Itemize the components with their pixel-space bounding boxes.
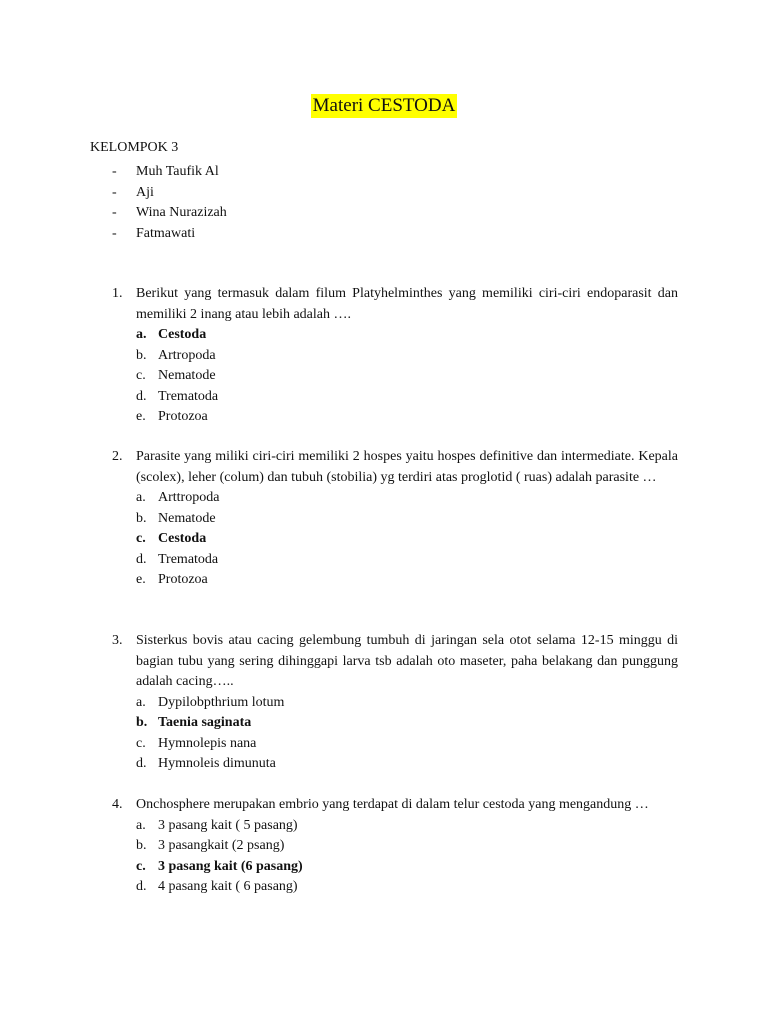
option-letter: c. (136, 858, 146, 874)
member-bullet: - (112, 205, 117, 220)
group-label: KELOMPOK 3 (90, 140, 179, 155)
option-text: Protozoa (158, 572, 208, 587)
option (136, 754, 678, 775)
option-text: Protozoa (158, 409, 208, 424)
option-letter: e. (136, 572, 146, 587)
option-letter: c. (136, 735, 146, 751)
option-letter: b. (136, 347, 147, 363)
option-list (136, 488, 678, 591)
option-letter: b. (136, 715, 148, 730)
option-letter: d. (136, 756, 147, 771)
option-list (136, 693, 678, 775)
option (136, 550, 678, 571)
option-correct (136, 857, 678, 878)
option (136, 877, 678, 898)
question-3 (112, 631, 678, 775)
option-letter: a. (136, 327, 147, 342)
option-list (136, 325, 678, 428)
option-text: Taenia saginata (158, 715, 252, 730)
option (136, 570, 678, 591)
question-number: 2. (112, 449, 123, 464)
option-correct (136, 529, 678, 550)
option-letter: e. (136, 409, 146, 424)
member-name: Muh Taufik Al (136, 164, 219, 179)
question-text: Parasite yang miliki ciri-ciri memiliki 2 hospes yaitu hospes definitive dan intermediate. Kepala (scolex), leher (colum) dan tubuh (stobilia) yg terdiri atas proglotid ( ruas) adalah parasite … (136, 449, 678, 485)
option-text: Hymnoleis dimunuta (158, 756, 276, 771)
option-text: Hymnolepis nana (158, 735, 257, 751)
option-letter: c. (136, 531, 146, 546)
member-item (112, 224, 227, 245)
question-1 (112, 284, 678, 428)
option-list (136, 816, 678, 898)
option-text: Nematode (158, 368, 216, 383)
title-wrap (0, 94, 768, 118)
option-text: Nematode (158, 510, 216, 526)
member-name: Fatmawati (136, 225, 196, 241)
option (136, 366, 678, 387)
option-text: Artropoda (158, 347, 216, 363)
option (136, 346, 678, 367)
option-letter: b. (136, 838, 147, 853)
option-letter: b. (136, 510, 147, 526)
option (136, 693, 678, 714)
page-title: Materi CESTODA (312, 95, 456, 116)
member-item (112, 183, 227, 204)
option-letter: a. (136, 490, 146, 505)
option-letter: d. (136, 388, 147, 404)
member-item (112, 203, 227, 224)
option (136, 836, 678, 857)
question-text: Onchosphere merupakan embrio yang terdapat di dalam telur cestoda yang mengandung … (136, 797, 649, 812)
question-2 (112, 447, 678, 591)
option-letter: a. (136, 694, 146, 710)
question-number: 4. (112, 797, 123, 812)
option (136, 734, 678, 755)
option-correct (136, 713, 678, 734)
option-text: Arttropoda (158, 490, 220, 505)
question-number: 3. (112, 633, 123, 648)
option (136, 407, 678, 428)
option-text: Cestoda (158, 531, 207, 546)
member-bullet: - (112, 164, 117, 179)
member-bullet: - (112, 184, 117, 200)
option-text: Dypilobpthrium lotum (158, 694, 285, 710)
member-name: Wina Nurazizah (136, 205, 227, 220)
option-text: Trematoda (158, 551, 219, 567)
member-list (112, 162, 227, 244)
member-bullet: - (112, 225, 117, 241)
option (136, 387, 678, 408)
option-text: Cestoda (158, 327, 207, 342)
option-text: 3 pasang kait ( 5 pasang) (158, 817, 298, 833)
member-name: Aji (136, 184, 154, 200)
option-text: 3 pasangkait (2 psang) (158, 838, 285, 853)
option-correct (136, 325, 678, 346)
option (136, 509, 678, 530)
option (136, 816, 678, 837)
question-text: Berikut yang termasuk dalam filum Platyhelminthes yang memiliki ciri-ciri endoparasit dan memiliki 2 inang atau lebih adalah …. (136, 286, 678, 322)
option-text: 4 pasang kait ( 6 pasang) (158, 879, 298, 894)
question-4 (112, 795, 678, 898)
member-item (112, 162, 227, 183)
option-letter: d. (136, 879, 147, 894)
option-letter: d. (136, 551, 147, 567)
question-number: 1. (112, 286, 123, 301)
option-text: Trematoda (158, 388, 219, 404)
option-letter: a. (136, 817, 146, 833)
question-text: Sisterkus bovis atau cacing gelembung tumbuh di jaringan sela otot selama 12-15 minggu di bagian tubu yang sering dihinggapi larva tsb adalah oto maseter, paha belakang dan punggung adalah cacing….. (136, 633, 678, 689)
option (136, 488, 678, 509)
option-text: 3 pasang kait (6 pasang) (158, 858, 303, 874)
option-letter: c. (136, 368, 146, 383)
